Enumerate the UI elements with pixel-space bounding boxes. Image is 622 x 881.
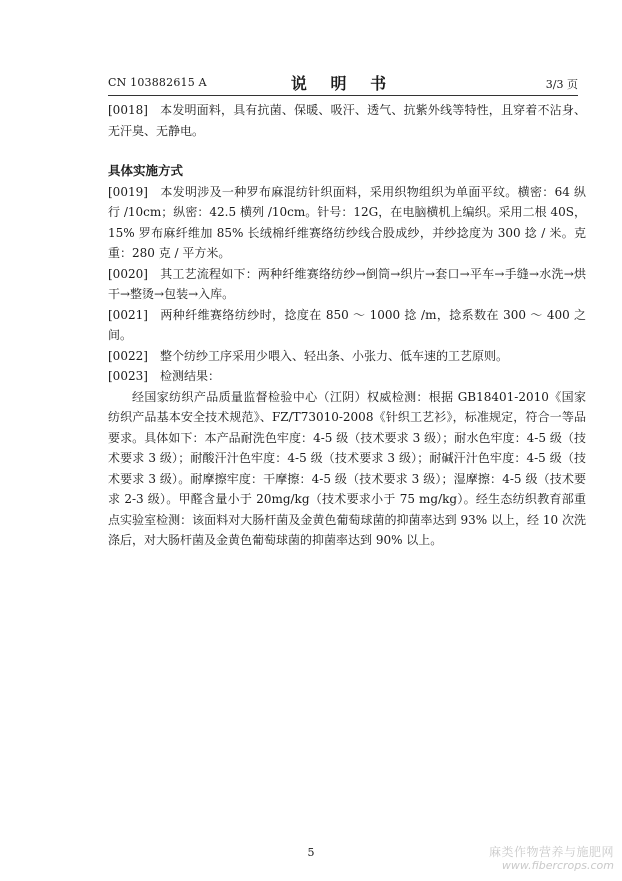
paragraph-text: 整个纺纱工序采用少喂入、轻出条、小张力、低车速的工艺原则。 <box>160 348 509 363</box>
paragraph-0023 <box>108 366 586 387</box>
paragraph-text: 检测结果： <box>160 369 221 383</box>
paragraph-text: 本发明涉及一种罗布麻混纺针织面料，采用织物组织为单面平纹。横密：64 纵行 /10cm；纵密：42.5 横列 /10cm。针号：12G，在电脑横机上编织。采用二根 40S，15% 罗布麻纤维加 85% 长绒棉纤维赛络纺纱线合股成纱，并纱捻度为 300 捻 / 米。克重：280 克 / 平方米。 <box>108 184 586 260</box>
site-watermark <box>489 845 614 873</box>
section-heading: 具体实施方式 <box>108 163 184 178</box>
header-divider <box>108 95 578 96</box>
paragraph-text: 两种纤维赛络纺纱时，捻度在 850 ～ 1000 捻 /m，捻系数在 300 ～ 400 之间。 <box>108 307 586 342</box>
paragraph-0018 <box>108 100 586 141</box>
paragraph-text: 其工艺流程如下：两种纤维赛络纺纱→倒筒→织片→套口→平车→手缝→水洗→烘干→整烫→包装→入库。 <box>108 266 586 301</box>
page-header <box>108 71 578 93</box>
document-body <box>108 100 586 551</box>
paragraph-number: [0023] <box>108 369 148 383</box>
document-number: CN 103882615 A <box>108 76 207 89</box>
paragraph-text: 本发明面料，具有抗菌、保暖、吸汗、透气、抗紫外线等特性，且穿着不沾身、无汗臭、无静电。 <box>108 103 586 138</box>
paragraph-number: [0022] <box>108 348 148 363</box>
page-of-indicator: 3/3 页 <box>545 78 578 91</box>
test-results-paragraph: 经国家纺织产品质量监督检验中心（江阴）权威检测：根据 GB18401-2010《国家纺织产品基本安全技术规范》、FZ/T73010-2008《针织工艺衫》，标准规定，符合一等品要求。具体如下：本产品耐洗色牢度：4-5 级（技术要求 3 级）；耐水色牢度：4-5 级（技术要求 3 级）；耐酸汗汁色牢度：4-5 级（技术要求 3 级）；耐碱汗汁色牢度：4-5 级（技术要求 3 级）。耐摩擦牢度：干摩擦：4-5 级（技术要求 3 级）；湿摩擦：4-5 级（技术要求 2-3 级）。甲醛含量小于 20mg/kg（技术要求小于 75 mg/kg）。经生态纺织教育部重点实验室检测：该面料对大肠杆菌及金黄色葡萄球菌的抑菌率达到 93% 以上，经 10 次洗涤后，对大肠杆菌及金黄色葡萄球菌的抑菌率达到 90% 以上。 <box>108 389 586 547</box>
paragraph-0020 <box>108 264 586 305</box>
page-number: 5 <box>307 846 315 859</box>
watermark-url: www.fibercrops.com <box>501 859 614 872</box>
paragraph-0019 <box>108 182 586 264</box>
paragraph-number: [0021] <box>108 307 148 322</box>
paragraph-0022 <box>108 346 586 367</box>
paragraph-number: [0020] <box>108 266 148 281</box>
paragraph-number: [0019] <box>108 184 148 199</box>
watermark-site-name: 麻类作物营养与施肥网 <box>488 845 614 859</box>
paragraph-number: [0018] <box>108 103 148 117</box>
paragraph-0021 <box>108 305 586 346</box>
document-title: 说 明 书 <box>290 74 396 93</box>
